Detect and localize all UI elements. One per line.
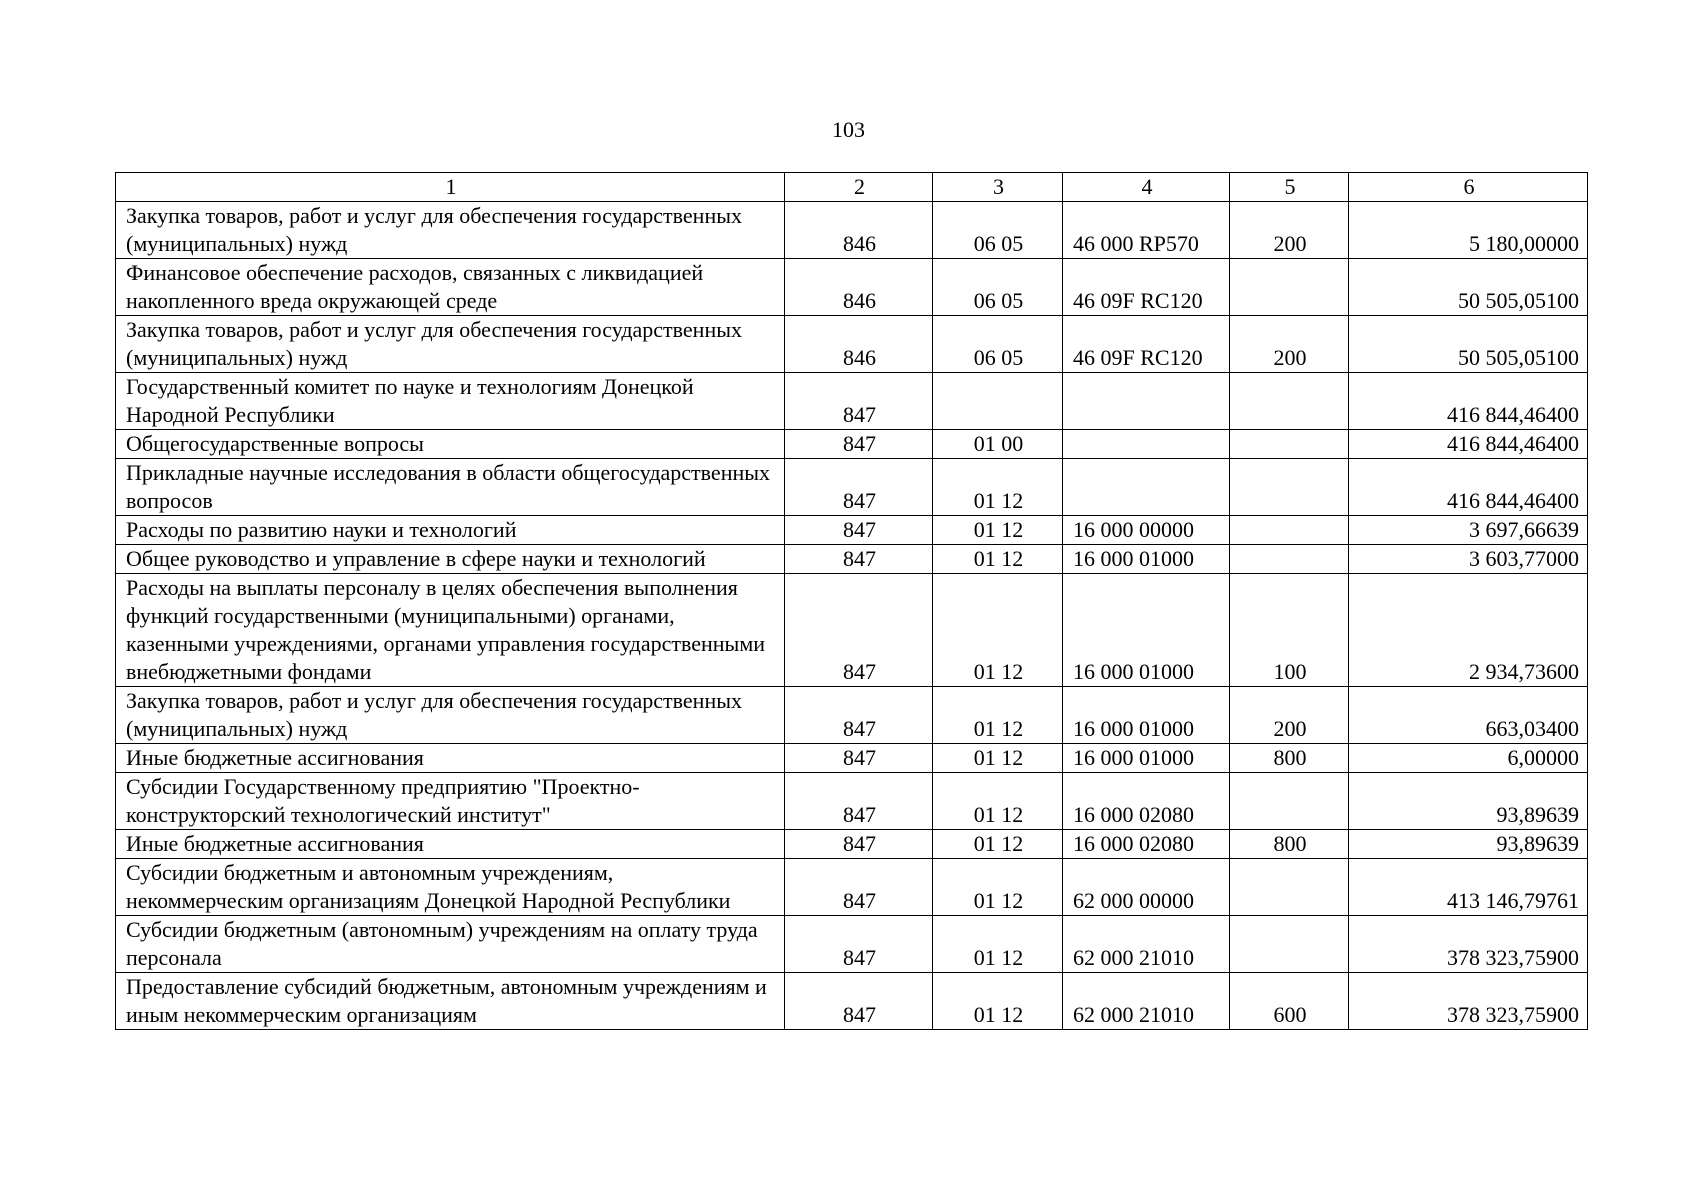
row-target-code: 46 000 RP570	[1063, 202, 1230, 259]
row-ministry-code: 847	[785, 687, 933, 744]
column-header-6: 6	[1349, 173, 1588, 202]
row-section-code: 01 12	[933, 459, 1063, 516]
row-section-code: 01 00	[933, 430, 1063, 459]
row-section-code: 01 12	[933, 830, 1063, 859]
row-target-code: 16 000 02080	[1063, 773, 1230, 830]
row-section-code: 01 12	[933, 687, 1063, 744]
row-ministry-code: 847	[785, 545, 933, 574]
row-amount: 416 844,46400	[1349, 373, 1588, 430]
row-expense-type	[1230, 859, 1349, 916]
budget-table	[115, 172, 1588, 1030]
row-ministry-code: 847	[785, 830, 933, 859]
table-row	[116, 316, 1588, 373]
row-target-code	[1063, 430, 1230, 459]
row-section-code: 01 12	[933, 973, 1063, 1030]
row-expense-type: 600	[1230, 973, 1349, 1030]
row-description: Иные бюджетные ассигнования	[116, 830, 785, 859]
row-amount: 50 505,05100	[1349, 316, 1588, 373]
row-ministry-code: 847	[785, 744, 933, 773]
row-expense-type	[1230, 516, 1349, 545]
row-amount: 378 323,75900	[1349, 916, 1588, 973]
table-row	[116, 574, 1588, 687]
row-amount: 93,89639	[1349, 773, 1588, 830]
row-section-code: 06 05	[933, 259, 1063, 316]
table-header-row	[116, 173, 1588, 202]
row-target-code: 16 000 01000	[1063, 574, 1230, 687]
table-row	[116, 687, 1588, 744]
row-target-code: 16 000 02080	[1063, 830, 1230, 859]
row-section-code: 01 12	[933, 744, 1063, 773]
row-section-code: 06 05	[933, 316, 1063, 373]
row-description: Субсидии Государственному предприятию "Проектно-конструкторский технологический институт"	[116, 773, 785, 830]
row-description: Государственный комитет по науке и технологиям Донецкой Народной Республики	[116, 373, 785, 430]
table-row	[116, 259, 1588, 316]
table-row	[116, 373, 1588, 430]
row-description: Расходы по развитию науки и технологий	[116, 516, 785, 545]
table-row	[116, 516, 1588, 545]
row-amount: 663,03400	[1349, 687, 1588, 744]
row-expense-type	[1230, 916, 1349, 973]
row-amount: 3 697,66639	[1349, 516, 1588, 545]
row-amount: 6,00000	[1349, 744, 1588, 773]
row-target-code: 16 000 00000	[1063, 516, 1230, 545]
row-section-code: 01 12	[933, 574, 1063, 687]
row-ministry-code: 847	[785, 916, 933, 973]
row-amount: 50 505,05100	[1349, 259, 1588, 316]
row-description: Расходы на выплаты персоналу в целях обеспечения выполнения функций государственными (муниципальными) органами, казенными учреждениями, органами управления государственными внебюджетными фондами	[116, 574, 785, 687]
row-expense-type: 200	[1230, 202, 1349, 259]
row-expense-type	[1230, 430, 1349, 459]
row-amount: 413 146,79761	[1349, 859, 1588, 916]
column-header-1: 1	[116, 173, 785, 202]
table-row	[116, 459, 1588, 516]
row-amount: 378 323,75900	[1349, 973, 1588, 1030]
row-amount: 93,89639	[1349, 830, 1588, 859]
row-description: Закупка товаров, работ и услуг для обеспечения государственных (муниципальных) нужд	[116, 687, 785, 744]
row-expense-type: 200	[1230, 687, 1349, 744]
row-description: Иные бюджетные ассигнования	[116, 744, 785, 773]
row-expense-type	[1230, 373, 1349, 430]
column-header-4: 4	[1063, 173, 1230, 202]
row-section-code: 01 12	[933, 516, 1063, 545]
row-ministry-code: 847	[785, 859, 933, 916]
table-row	[116, 202, 1588, 259]
row-description: Закупка товаров, работ и услуг для обеспечения государственных (муниципальных) нужд	[116, 316, 785, 373]
row-ministry-code: 846	[785, 259, 933, 316]
row-description: Предоставление субсидий бюджетным, автономным учреждениям и иным некоммерческим организациям	[116, 973, 785, 1030]
row-ministry-code: 847	[785, 516, 933, 545]
row-target-code: 16 000 01000	[1063, 545, 1230, 574]
row-target-code: 46 09F RC120	[1063, 316, 1230, 373]
row-amount: 3 603,77000	[1349, 545, 1588, 574]
row-ministry-code: 846	[785, 316, 933, 373]
row-ministry-code: 847	[785, 973, 933, 1030]
row-expense-type: 200	[1230, 316, 1349, 373]
row-expense-type	[1230, 773, 1349, 830]
row-target-code	[1063, 373, 1230, 430]
row-expense-type	[1230, 259, 1349, 316]
row-section-code: 01 12	[933, 545, 1063, 574]
row-ministry-code: 846	[785, 202, 933, 259]
row-section-code: 01 12	[933, 773, 1063, 830]
table-row	[116, 973, 1588, 1030]
row-ministry-code: 847	[785, 773, 933, 830]
row-expense-type: 100	[1230, 574, 1349, 687]
row-target-code: 62 000 00000	[1063, 859, 1230, 916]
row-description: Прикладные научные исследования в области общегосударственных вопросов	[116, 459, 785, 516]
row-section-code: 01 12	[933, 916, 1063, 973]
row-amount: 416 844,46400	[1349, 430, 1588, 459]
table-row	[116, 545, 1588, 574]
row-amount: 416 844,46400	[1349, 459, 1588, 516]
row-ministry-code: 847	[785, 459, 933, 516]
row-amount: 5 180,00000	[1349, 202, 1588, 259]
row-target-code: 62 000 21010	[1063, 973, 1230, 1030]
row-expense-type: 800	[1230, 744, 1349, 773]
row-ministry-code: 847	[785, 373, 933, 430]
row-section-code: 01 12	[933, 859, 1063, 916]
row-description: Общее руководство и управление в сфере науки и технологий	[116, 545, 785, 574]
table-row	[116, 916, 1588, 973]
row-description: Субсидии бюджетным и автономным учреждениям, некоммерческим организациям Донецкой Народной Республики	[116, 859, 785, 916]
column-header-3: 3	[933, 173, 1063, 202]
table-row	[116, 430, 1588, 459]
row-target-code: 16 000 01000	[1063, 744, 1230, 773]
row-description: Закупка товаров, работ и услуг для обеспечения государственных (муниципальных) нужд	[116, 202, 785, 259]
row-section-code	[933, 373, 1063, 430]
row-expense-type	[1230, 459, 1349, 516]
row-amount: 2 934,73600	[1349, 574, 1588, 687]
table-row	[116, 744, 1588, 773]
table-row	[116, 859, 1588, 916]
row-description: Общегосударственные вопросы	[116, 430, 785, 459]
row-target-code: 46 09F RC120	[1063, 259, 1230, 316]
table-row	[116, 773, 1588, 830]
row-ministry-code: 847	[785, 430, 933, 459]
row-expense-type: 800	[1230, 830, 1349, 859]
row-expense-type	[1230, 545, 1349, 574]
row-target-code	[1063, 459, 1230, 516]
row-target-code: 62 000 21010	[1063, 916, 1230, 973]
row-description: Финансовое обеспечение расходов, связанных с ликвидацией накопленного вреда окружающей среде	[116, 259, 785, 316]
column-header-2: 2	[785, 173, 933, 202]
row-section-code: 06 05	[933, 202, 1063, 259]
row-description: Субсидии бюджетным (автономным) учреждениям на оплату труда персонала	[116, 916, 785, 973]
column-header-5: 5	[1230, 173, 1349, 202]
row-target-code: 16 000 01000	[1063, 687, 1230, 744]
table-row	[116, 830, 1588, 859]
row-ministry-code: 847	[785, 574, 933, 687]
page-number: 103	[832, 117, 865, 142]
